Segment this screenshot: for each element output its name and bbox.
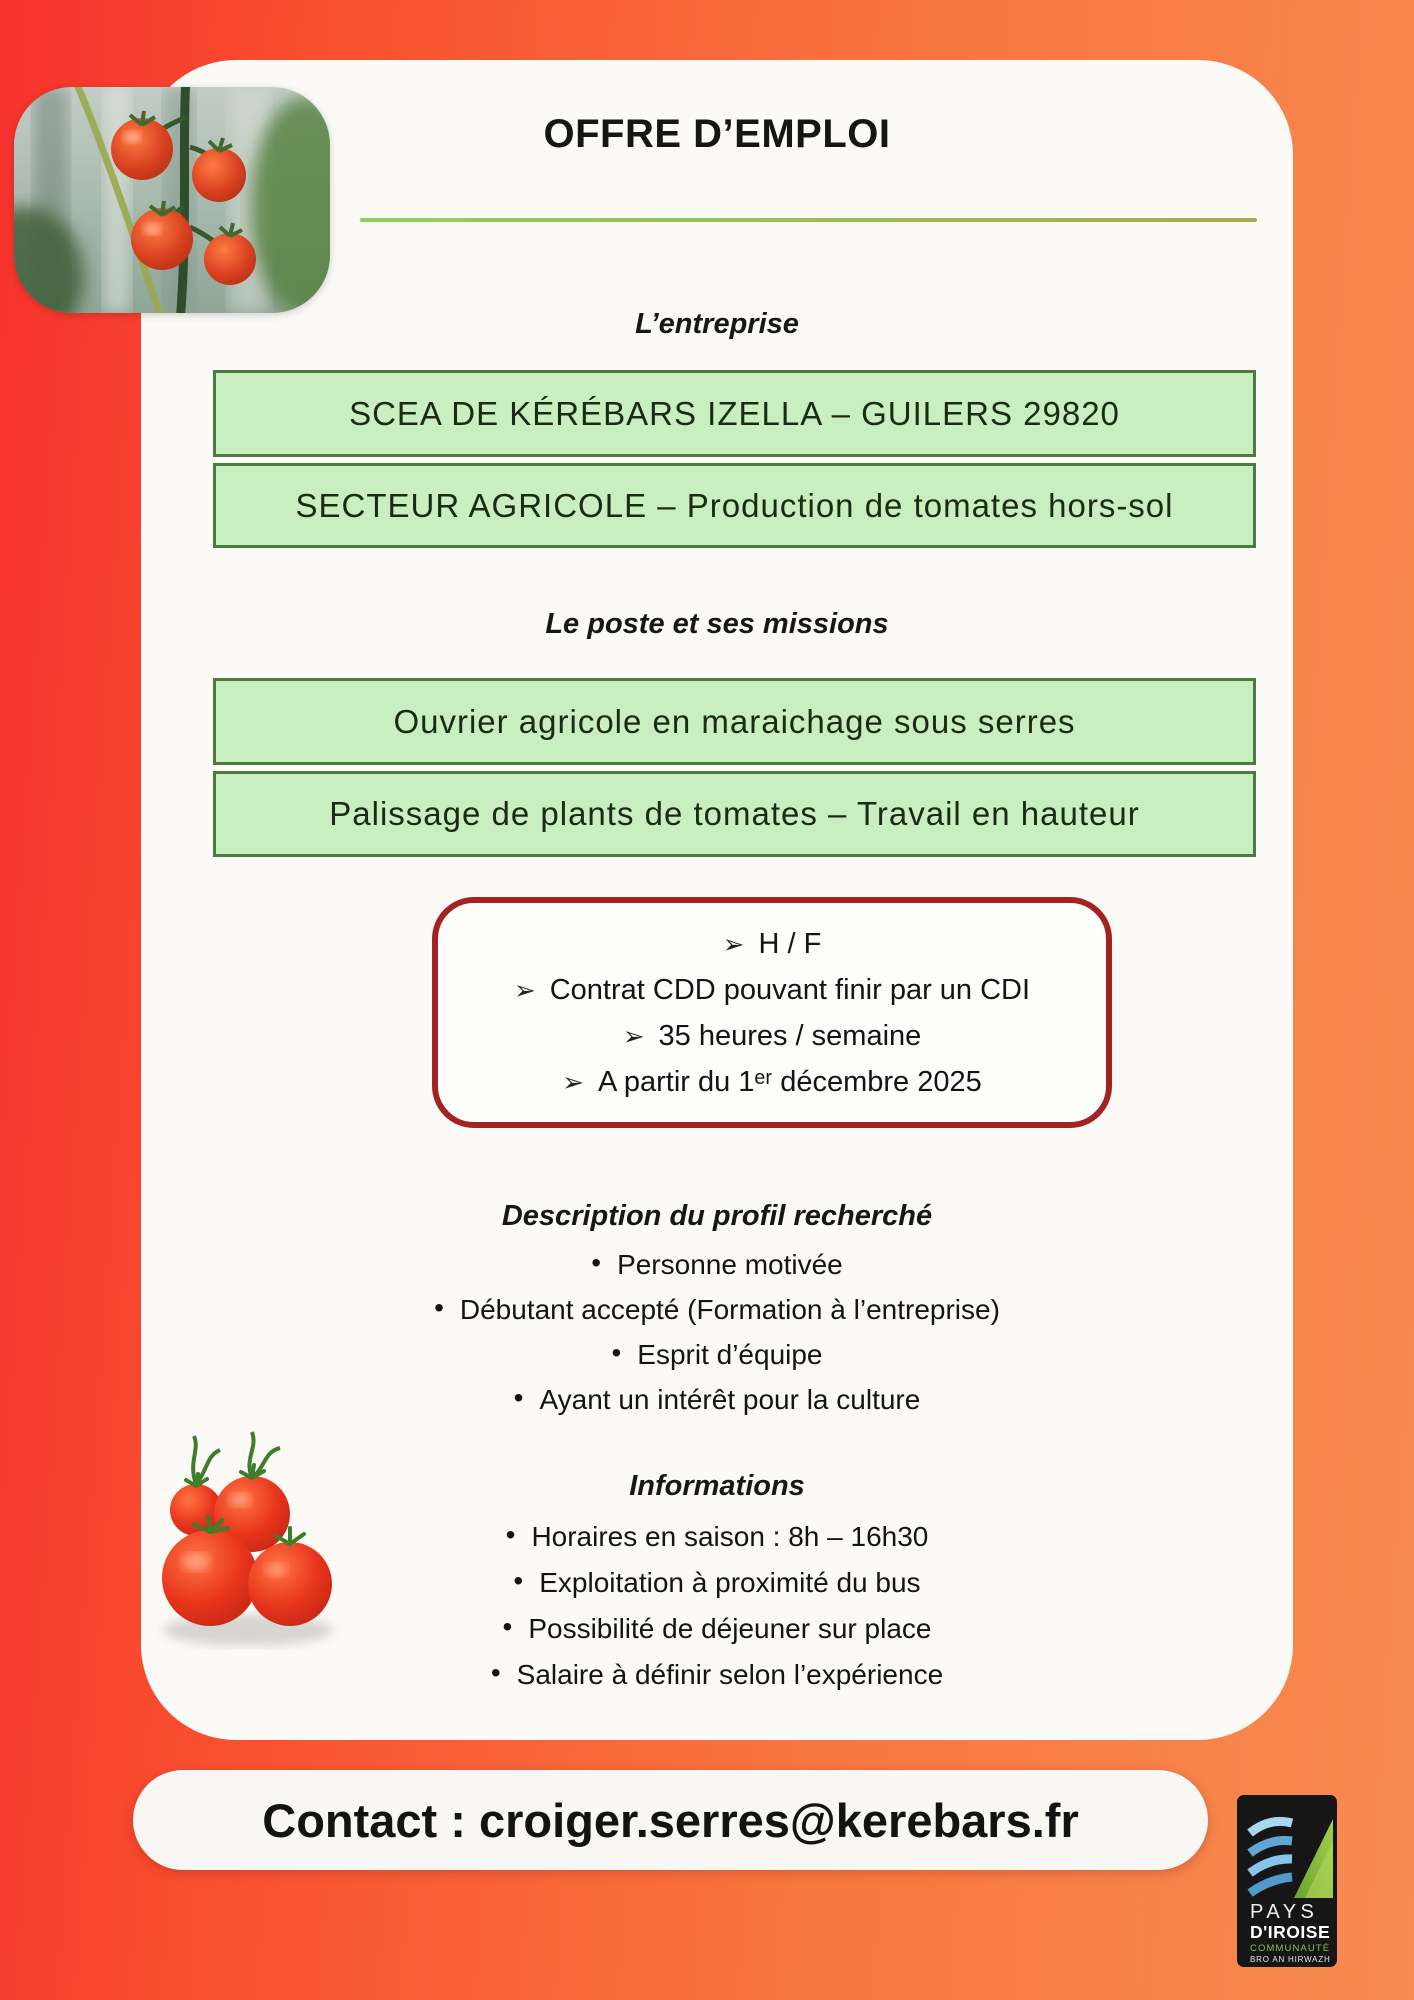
- contact-email-text: Contact : croiger.serres@kerebars.fr: [262, 1793, 1079, 1847]
- list-item-text: Ayant un intérêt pour la culture: [539, 1384, 921, 1415]
- infos-list: [141, 1514, 1293, 1698]
- list-item: [141, 1332, 1293, 1377]
- page-title: OFFRE D’EMPLOI: [543, 112, 891, 156]
- list-item: [141, 1514, 1293, 1560]
- list-item-text: Débutant accepté (Formation à l’entreprise): [459, 1294, 1000, 1325]
- title-underline: [360, 218, 1257, 222]
- condition-text: 35 heures / semaine: [658, 1019, 922, 1052]
- logo-line-communaute: COMMUNAUTÉ: [1250, 1943, 1331, 1954]
- company-name-box: SCEA DE KÉRÉBARS IZELLA – GUILERS 29820: [213, 370, 1256, 457]
- list-item-text: Salaire à définir selon l’expérience: [516, 1659, 944, 1690]
- position-title-box: Ouvrier agricole en maraichage sous serres: [213, 678, 1256, 765]
- list-item-text: Personne motivée: [617, 1249, 843, 1280]
- arrowhead-bullet-icon: ➢: [513, 974, 536, 1005]
- dot-bullet-icon: •: [591, 1247, 602, 1278]
- position-heading: Le poste et ses missions: [545, 608, 889, 640]
- logo-line-pays: PAYS: [1250, 1901, 1319, 1923]
- arrowhead-bullet-icon: ➢: [722, 928, 745, 959]
- dot-bullet-icon: •: [434, 1292, 444, 1323]
- dot-bullet-icon: •: [611, 1337, 622, 1368]
- logo-line-bro-an-hirwazh: BRO AN HIRWAZH: [1250, 1955, 1331, 1964]
- list-item: [141, 1560, 1293, 1606]
- dot-bullet-icon: •: [502, 1611, 513, 1642]
- contact-banner: [133, 1770, 1208, 1870]
- infos-heading: Informations: [629, 1470, 805, 1502]
- arrowhead-bullet-icon: ➢: [622, 1020, 645, 1051]
- condition-item: [723, 921, 822, 967]
- list-item: [141, 1287, 1293, 1332]
- company-sector-box: SECTEUR AGRICOLE – Production de tomates hors-sol: [213, 463, 1256, 548]
- list-item-text: Possibilité de déjeuner sur place: [528, 1613, 932, 1644]
- list-item-text: Horaires en saison : 8h – 16h30: [531, 1521, 929, 1552]
- condition-item: [562, 1059, 981, 1105]
- contract-conditions-box: [432, 897, 1112, 1128]
- condition-text: A partir du 1ᵉʳ décembre 2025: [598, 1065, 982, 1098]
- pays-d-iroise-logo: [1237, 1795, 1337, 1967]
- company-heading: L’entreprise: [635, 308, 799, 340]
- arrowhead-bullet-icon: ➢: [562, 1066, 585, 1097]
- list-item: [141, 1652, 1293, 1698]
- condition-text: Contrat CDD pouvant finir par un CDI: [549, 973, 1031, 1006]
- logo-line-diroise: D'IROISE: [1250, 1922, 1331, 1942]
- dot-bullet-icon: •: [505, 1519, 516, 1550]
- condition-item: [623, 1013, 922, 1059]
- list-item-text: Esprit d’équipe: [637, 1339, 823, 1370]
- profile-heading: Description du profil recherché: [501, 1200, 933, 1232]
- list-item: [141, 1242, 1293, 1287]
- dot-bullet-icon: •: [513, 1565, 524, 1596]
- condition-text: H / F: [758, 927, 822, 960]
- position-task-box: Palissage de plants de tomates – Travail en hauteur: [213, 771, 1256, 857]
- pays-d-iroise-logo-svg: [1237, 1795, 1337, 1967]
- list-item: [141, 1606, 1293, 1652]
- list-item-text: Exploitation à proximité du bus: [539, 1567, 921, 1598]
- dot-bullet-icon: •: [490, 1657, 501, 1688]
- dot-bullet-icon: •: [513, 1382, 524, 1413]
- condition-item: [514, 967, 1030, 1013]
